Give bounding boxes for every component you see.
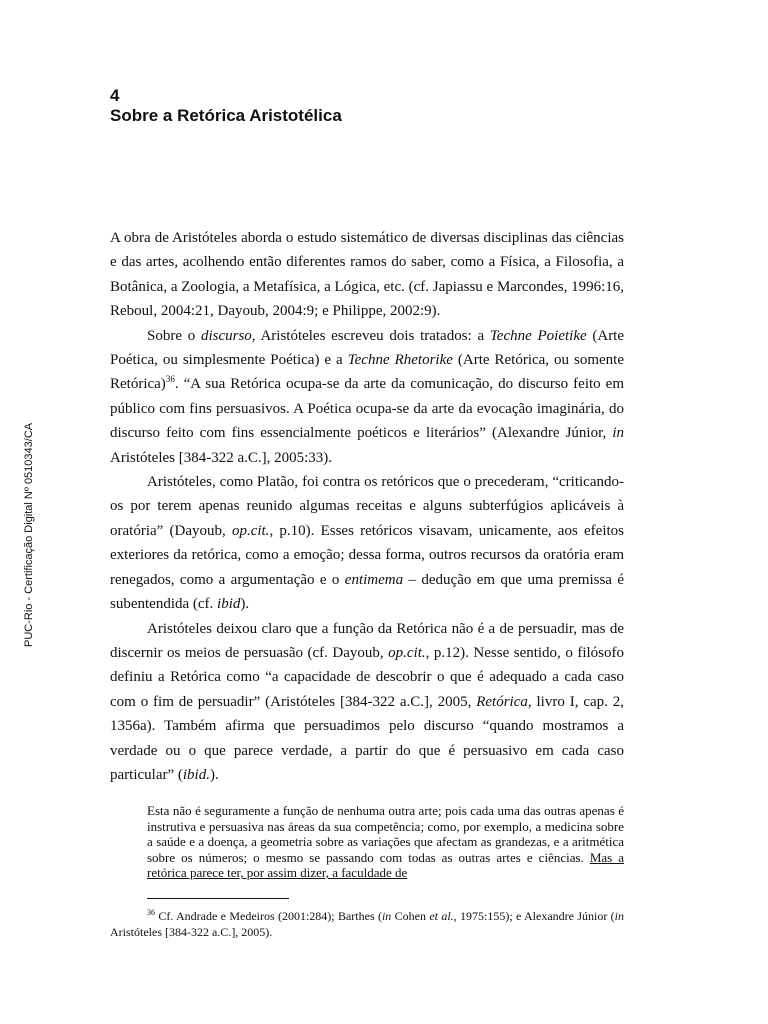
chapter-title: Sobre a Retórica Aristotélica [110, 106, 342, 125]
text-span: ). [240, 596, 250, 613]
emphasis: discurso [200, 327, 252, 344]
text-span: . “A sua Retórica ocupa-se da arte da comunicação, do discurso feito em público com fins persuasivos. A Poética ocupa-se da arte da evocação imaginária, do discurso feito com fins essencialmente poéticos e literários” (Alexandre Júnior, [110, 376, 624, 442]
emphasis: ibid [217, 596, 241, 613]
text-span: Esta não é seguramente a função de nenhuma outra arte; pois cada uma das outras apenas é instrutiva e persuasiva nas áreas da sua competência; como, por exemplo, a medicina sobre a saúde e a doença, a geometria sobre as variações que afectam as grandezas, e a aritmética sobre os números; o mesmo se passando com todas as outras artes e ciências. [147, 803, 624, 865]
text-span: , p.12). Nesse sentido, o filósofo definiu a Retórica como “a capacidade de descobrir o que é adequado a cada caso com o fim de persuadir” (Aristóteles [384-322 a.C.], 2005, [110, 644, 624, 710]
text-span: , p.10). Esses retóricos visavam, unicamente, aos efeitos exteriores da retórica, como a emoção; dessa forma, outros recursos da oratória eram renegados, como a argumentação e o [110, 522, 624, 588]
footnote-text [110, 909, 624, 940]
emphasis: op.cit. [388, 644, 426, 661]
footnote-divider [147, 898, 289, 899]
text-span: , 1975:155); e Alexandre Júnior ( [453, 909, 615, 923]
text-span: Sobre o [147, 327, 201, 344]
emphasis: in [614, 909, 624, 923]
footnote-number: 36 [147, 908, 155, 917]
paragraph-4 [110, 617, 624, 788]
emphasis: in [612, 425, 624, 442]
quote-text [147, 803, 624, 881]
text-span: – dedução em que uma premissa é subentendida (cf. [110, 571, 625, 613]
text-span: Aristóteles deixou claro que a função da Retórica não é a de persuadir, mas de discernir os meios de persuasão (cf. Dayoub, [110, 620, 624, 661]
emphasis: ibid. [182, 766, 210, 783]
text-span: (Arte Retórica, ou somente Retórica) [110, 352, 624, 393]
paragraph-2 [110, 324, 624, 470]
text-span: Aristóteles, como Platão, foi contra os retóricos que o precederam, “criticando-os por terem apenas reunido algumas receitas e alguns subterfúgios aplicáveis à oratória” (Dayoub, [110, 474, 624, 539]
paragraph-3 [110, 470, 624, 616]
chapter-number: 4 [110, 86, 120, 105]
text-span: (Arte Poética, ou simplesmente Poética) e a [110, 327, 625, 369]
body-text [110, 226, 624, 787]
underlined-text: Mas a retórica parece ter, por assim dizer, a faculdade de [147, 849, 624, 881]
text-span: Aristóteles [384-322 a.C.], 2005:33). [110, 449, 333, 466]
footnote [110, 909, 624, 940]
text-span: , Aristóteles escreveu dois tratados: a [251, 327, 490, 344]
emphasis: Techne Poietike [489, 327, 587, 344]
emphasis: entimema [344, 571, 404, 588]
text-span: ). [209, 766, 219, 783]
text-span: , livro I, cap. 2, 1356a). Também afirma que persuadimos pelo discurso “quando mostramos a verdade ou o que parece verdade, a partir do que é persuasivo em cada caso particular” ( [110, 693, 625, 783]
emphasis: et al. [429, 909, 454, 923]
text-span: Aristóteles [384-322 a.C.], 2005). [110, 924, 273, 939]
text-span: Cohen [391, 909, 430, 923]
emphasis: op.cit. [231, 522, 270, 539]
paragraph-1: A obra de Aristóteles aborda o estudo sistemático de diversas disciplinas das ciências e das artes, acolhendo então diferentes ramos do saber, como a Física, a Filosofia, a Botânica, a Zoologia, a Metafísica, a Lógica, etc. (cf. Japiassu e Marcondes, 1996:16, Reboul, 2004:21, Dayoub, 2004:9; e Philippe, 2002:9). [110, 230, 624, 320]
emphasis: Techne Rhetorike [347, 352, 453, 369]
footnote-reference[interactable]: 36 [165, 374, 175, 385]
emphasis: Retórica [476, 693, 528, 710]
block-quote [147, 803, 624, 881]
emphasis: in [381, 909, 392, 923]
certification-stamp: PUC-Rio - Certificação Digital Nº 0510343/CA [23, 422, 35, 647]
text-span: Cf. Andrade e Medeiros (2001:284); Barthes ( [155, 909, 382, 923]
